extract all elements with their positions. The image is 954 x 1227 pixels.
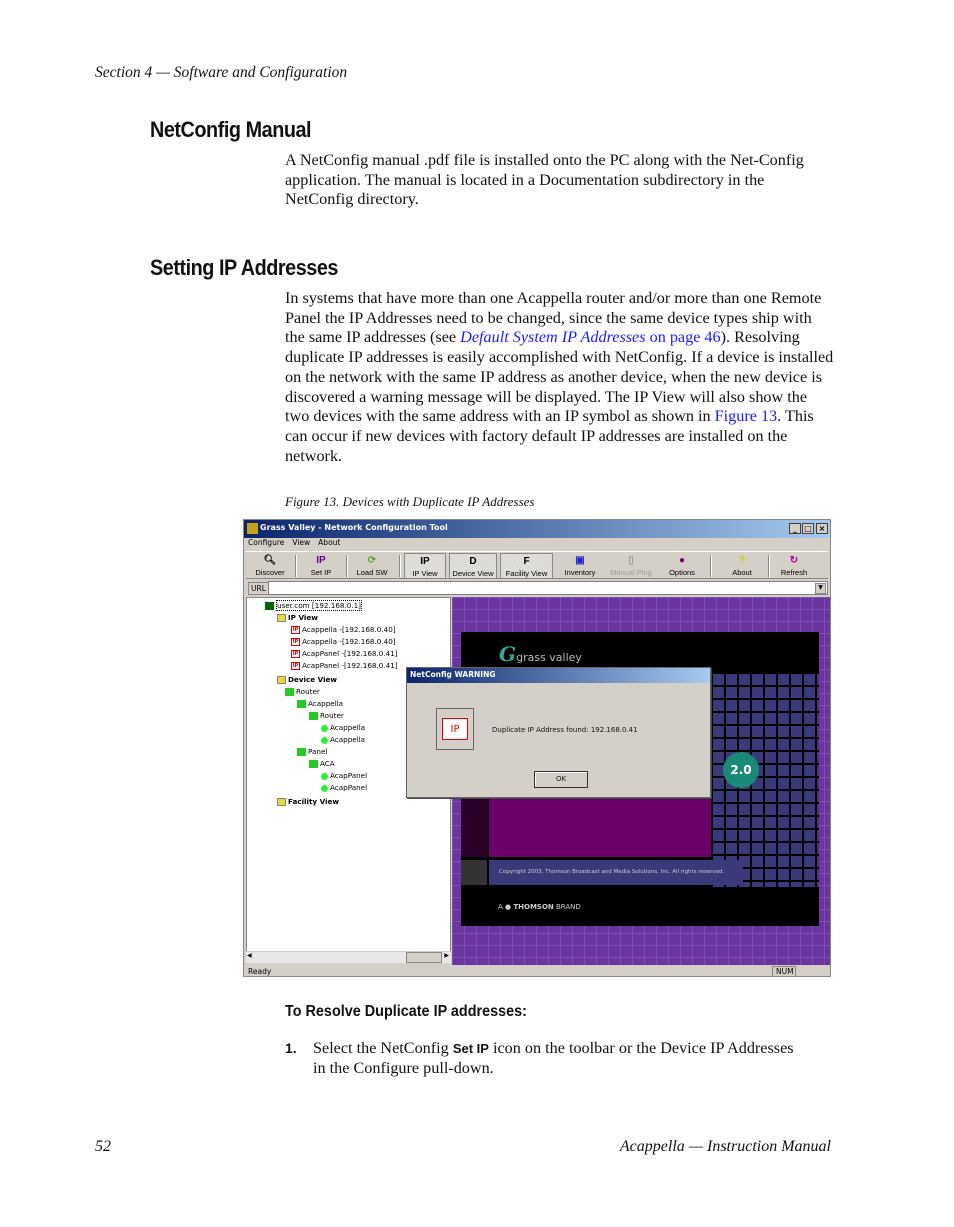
device-group-icon — [309, 712, 318, 720]
scroll-left-icon[interactable]: ◀ — [247, 952, 252, 959]
device-icon — [321, 785, 328, 792]
setting-ip-paragraph — [285, 289, 835, 466]
tree-node[interactable] — [265, 600, 362, 611]
tree-node[interactable] — [277, 674, 337, 685]
about-button[interactable]: ? About — [732, 555, 752, 577]
facility-view-icon: F — [523, 556, 530, 567]
tree-node[interactable] — [277, 796, 339, 807]
separator — [710, 555, 712, 577]
tree-node-label: AcapPanel -[192.168.0.41] — [302, 649, 398, 658]
step-number: 1. — [285, 1040, 297, 1056]
url-label: URL — [248, 582, 269, 595]
tree-node[interactable] — [321, 782, 367, 793]
ip-view-button[interactable]: IP IP View — [404, 553, 446, 579]
gv-logo: Ggrass valley — [499, 642, 582, 666]
tree-node-label: Router — [320, 711, 344, 720]
status-bar — [244, 965, 830, 977]
tree-node[interactable] — [277, 612, 318, 623]
dialog-title: NetConfig WARNING — [407, 668, 710, 683]
minimize-button[interactable]: _ — [789, 523, 801, 534]
computer-icon — [265, 602, 274, 610]
device-view-icon: D — [469, 556, 477, 567]
page-number: 52 — [95, 1138, 111, 1155]
device-group-icon — [297, 748, 306, 756]
set-ip-button[interactable]: IP Set IP — [310, 555, 332, 577]
ok-button[interactable]: OK — [534, 771, 588, 788]
menu-configure[interactable]: Configure — [248, 538, 285, 547]
title-bar — [244, 520, 830, 538]
ip-view-icon: IP — [420, 556, 430, 567]
step-1: 1. Select the NetConfig Set IP icon on the toolbar or the Device IP Addresses in the Configure pull-down. — [285, 1039, 794, 1077]
ip-conflict-icon: IP — [292, 627, 299, 633]
num-indicator: NUM — [772, 966, 796, 977]
tree-node[interactable] — [291, 660, 398, 671]
inventory-button[interactable]: ▣ Inventory — [564, 555, 596, 577]
options-button[interactable]: ● Options — [669, 555, 695, 577]
device-icon — [321, 773, 328, 780]
manual-ping-icon: ▯ — [628, 555, 634, 566]
text: ). Resolving duplicate IP addresses is easily accomplished with NetConfig. If a device is installed on the network with the same IP address as another device, when the new device is discovered a warning message will be displayed. The IP View will also show the two devices with the same address with an IP symbol as shown in — [285, 328, 834, 426]
copyright: Copyright 2003, Thomson Broadcast and Media Solutions, Inc. All rights reserved. — [489, 860, 743, 885]
refresh-icon: ↻ — [789, 555, 799, 566]
maximize-button[interactable]: □ — [802, 523, 814, 534]
horizontal-scrollbar[interactable] — [246, 951, 451, 963]
load-sw-button[interactable]: ⟳ Load SW — [356, 555, 388, 577]
tree-node-label: AcapPanel — [330, 783, 368, 792]
magnifier-icon: 🔍︎ — [263, 555, 277, 566]
tree-node-label: Acappella -[192.168.0.40] — [302, 625, 396, 634]
separator — [346, 555, 348, 577]
tree-node-label: Panel — [308, 747, 328, 756]
chevron-down-icon[interactable]: ▼ — [815, 583, 826, 594]
scroll-thumb[interactable] — [406, 952, 442, 963]
tree-node-label: user.com [192.168.0.1] — [277, 601, 361, 610]
device-icon — [321, 737, 328, 744]
tree-node-label: IP View — [288, 613, 318, 622]
tree-node[interactable] — [309, 710, 344, 721]
status-text: Ready — [248, 967, 272, 976]
scroll-right-icon[interactable]: ▶ — [444, 952, 449, 959]
separator — [295, 555, 297, 577]
tree-node-label: Router — [296, 687, 320, 696]
heading-netconfig-manual: NetConfig Manual — [150, 117, 312, 142]
thomson-logo: A ● THOMSON BRAND — [498, 903, 581, 911]
window-title: Grass Valley - Network Configuration Tool — [260, 523, 448, 532]
tree-node-label: AcapPanel -[192.168.0.41] — [302, 661, 398, 670]
tree-node[interactable] — [321, 734, 365, 745]
link-default-ip[interactable]: Default System IP Addresses on page 46 — [460, 328, 721, 347]
separator — [399, 555, 401, 577]
menu-bar — [248, 538, 348, 550]
tree-node[interactable] — [321, 722, 365, 733]
netconfig-manual-paragraph: A NetConfig manual .pdf file is installed onto the PC along with the Net-Config application. The manual is located in a Documentation subdirectory in the NetConfig directory. — [285, 151, 804, 209]
text: In systems that have more than one Acappella router and/or more than one Remote Panel the IP Addresses need to be changed, since the same device types ship with the same IP addresses (see — [285, 289, 822, 347]
device-group-icon — [297, 700, 306, 708]
discover-button[interactable]: 🔍︎ Discover — [255, 555, 285, 577]
tree-node-label: AcapPanel — [330, 771, 368, 780]
toolbar — [246, 551, 828, 579]
menu-about[interactable]: About — [318, 538, 341, 547]
tree-node[interactable] — [309, 758, 335, 769]
figure-caption: Figure 13. Devices with Duplicate IP Addresses — [285, 494, 535, 509]
dialog-message: Duplicate IP Address found: 192.168.0.41 — [492, 726, 638, 734]
tree-node[interactable] — [291, 648, 398, 659]
menu-view[interactable]: View — [292, 538, 311, 547]
options-icon: ● — [678, 555, 686, 566]
url-bar — [246, 580, 828, 596]
heading-setting-ip: Setting IP Addresses — [150, 255, 338, 280]
refresh-button[interactable]: ↻ Refresh — [780, 555, 808, 577]
device-icon — [321, 725, 328, 732]
tree-node-label: ACA — [320, 759, 335, 768]
tree-node-label: Acappella -[192.168.0.40] — [302, 637, 396, 646]
tree-node-label: Facility View — [288, 797, 340, 806]
ip-warning-icon: IP — [436, 708, 474, 750]
separator — [768, 555, 770, 577]
tree-node-label: Acappella — [330, 735, 366, 744]
folder-icon — [277, 614, 286, 622]
resolve-heading: To Resolve Duplicate IP addresses: — [285, 1003, 527, 1020]
link-figure-13[interactable]: Figure 13 — [714, 407, 778, 426]
tree-node[interactable] — [291, 624, 396, 635]
set-ip-icon: IP — [316, 555, 326, 566]
inventory-icon: ▣ — [575, 555, 585, 566]
version-badge: 2.0 — [723, 752, 759, 788]
device-group-icon — [285, 688, 294, 696]
ip-conflict-icon: IP — [292, 651, 299, 657]
tree-node[interactable] — [285, 686, 320, 697]
app-icon — [247, 523, 258, 534]
tree-node-label: Acappella — [330, 723, 366, 732]
warning-dialog — [406, 667, 711, 798]
tree-node[interactable] — [297, 698, 343, 709]
folder-icon — [277, 798, 286, 806]
tree-node-label: Device View — [288, 675, 338, 684]
tree-node[interactable] — [297, 746, 327, 757]
set-ip-keyword: Set IP — [452, 1041, 489, 1056]
tree-node[interactable] — [291, 636, 396, 647]
decor-block — [461, 860, 487, 885]
folder-icon — [277, 676, 286, 684]
load-sw-icon: ⟳ — [367, 555, 377, 566]
close-button[interactable]: × — [816, 523, 828, 534]
manual-ping-button[interactable]: ▯ Manual Ping — [610, 555, 652, 577]
about-icon: ? — [738, 555, 746, 566]
facility-view-button[interactable]: F Facility View — [500, 553, 553, 579]
footer-title: Acappella — Instruction Manual — [619, 1138, 831, 1155]
device-group-icon — [309, 760, 318, 768]
tree-node-label: Acappella — [308, 699, 344, 708]
ip-conflict-icon: IP — [292, 639, 299, 645]
text: . This can occur if new devices with factory default IP addresses are installed on the network. — [285, 407, 814, 465]
tree-node[interactable] — [321, 770, 367, 781]
running-header: Section 4 — Software and Configuration — [95, 64, 348, 81]
device-view-button[interactable]: D Device View — [449, 553, 497, 579]
url-input[interactable] — [268, 581, 828, 595]
ip-conflict-icon: IP — [292, 663, 299, 669]
